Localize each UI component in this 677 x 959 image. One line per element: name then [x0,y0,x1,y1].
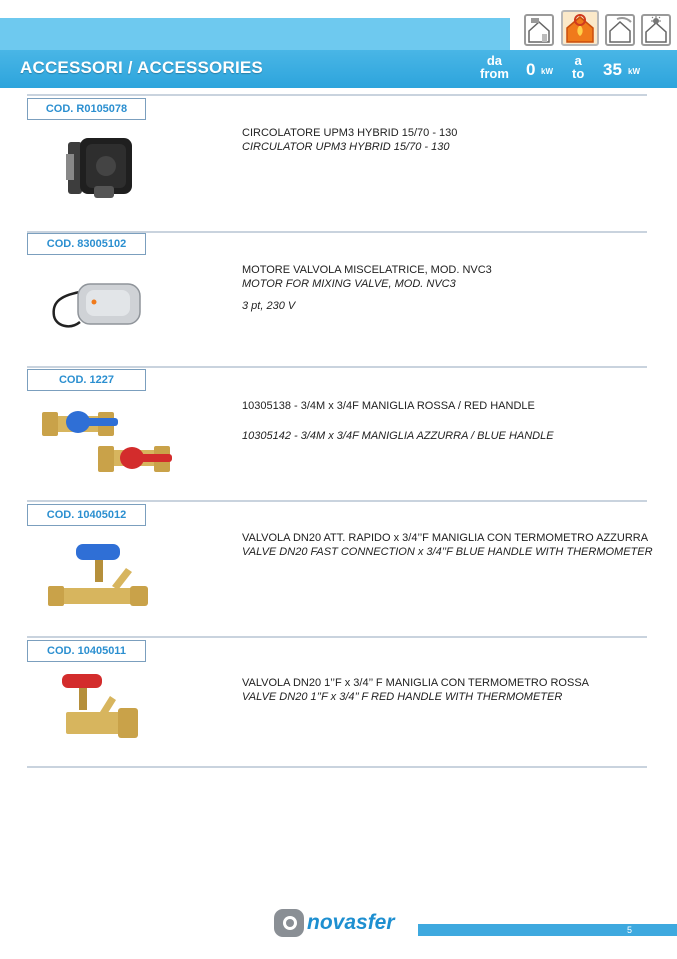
product-code: COD. 10405012 [27,504,146,526]
from-value: 0 [526,60,536,79]
to-label-en: to [572,66,585,81]
section-divider [27,636,647,638]
house-flame-icon [561,10,599,46]
product-code: COD. 83005102 [27,233,146,255]
from-label [480,54,509,80]
description-blue-handle: 10305142 - 3/4M x 3/4F MANIGLIA AZZURRA / BLUE HANDLE [242,430,554,442]
to-value: 35 [603,60,622,79]
product-description [242,676,589,704]
footer-bar [418,924,677,936]
circulator-pump-image [64,134,134,204]
from-label-it: da [486,53,503,68]
section-divider [27,500,647,502]
description-en: VALVE DN20 1’’F x 3/4’’ F RED HANDLE WITH THERMOMETER [242,691,563,703]
product-spec: 3 pt, 230 V [242,300,296,312]
description-red-handle: 10305138 - 3/4M x 3/4F MANIGLIA ROSSA / RED HANDLE [242,400,535,412]
product-code: COD. R0105078 [27,98,146,120]
description-it: MOTORE VALVOLA MISCELATRICE, MOD. NVC3 [242,264,492,276]
from-unit: kW [541,67,553,76]
to-label [572,54,584,80]
page-title: ACCESSORI / ACCESSORIES [20,58,263,77]
description-en: VALVE DN20 FAST CONNECTION x 3/4’’F BLUE HANDLE WITH THERMOMETER [242,546,653,558]
from-label-en: from [480,66,509,81]
brand-name: novasfer [307,911,395,934]
page-number: 5 [627,925,633,935]
ball-valves-image [40,404,180,480]
header-top-strip [0,18,510,50]
description-it: VALVOLA DN20 ATT. RAPIDO x 3/4’’F MANIGLIA CON TERMOMETRO AZZURRA [242,532,649,544]
house-building-icon [605,14,635,46]
valve-red-thermometer-image [60,672,142,742]
section-divider [27,366,647,368]
product-description [242,399,554,443]
description-it: VALVOLA DN20 1’’F x 3/4’’ F MANIGLIA CON TERMOMETRO ROSSA [242,677,589,689]
product-description [242,263,492,313]
house-gas-icon [524,14,554,46]
product-description [242,531,653,559]
description-en: MOTOR FOR MIXING VALVE, MOD. NVC3 [242,278,456,290]
product-code: COD. 10405011 [27,640,146,662]
description-en: CIRCULATOR UPM3 HYBRID 15/70 - 130 [242,141,450,153]
valve-blue-thermometer-image [46,542,154,612]
section-divider [27,94,647,96]
brand-logo-icon [273,908,305,938]
to-unit: kW [628,67,640,76]
product-description [242,126,457,154]
product-code: COD. 1227 [27,369,146,391]
description-it: CIRCOLATORE UPM3 HYBRID 15/70 - 130 [242,127,458,139]
house-sun-icon [641,14,671,46]
to-label-it: a [574,53,582,68]
mixing-valve-motor-image [50,278,146,334]
section-divider [27,766,647,768]
